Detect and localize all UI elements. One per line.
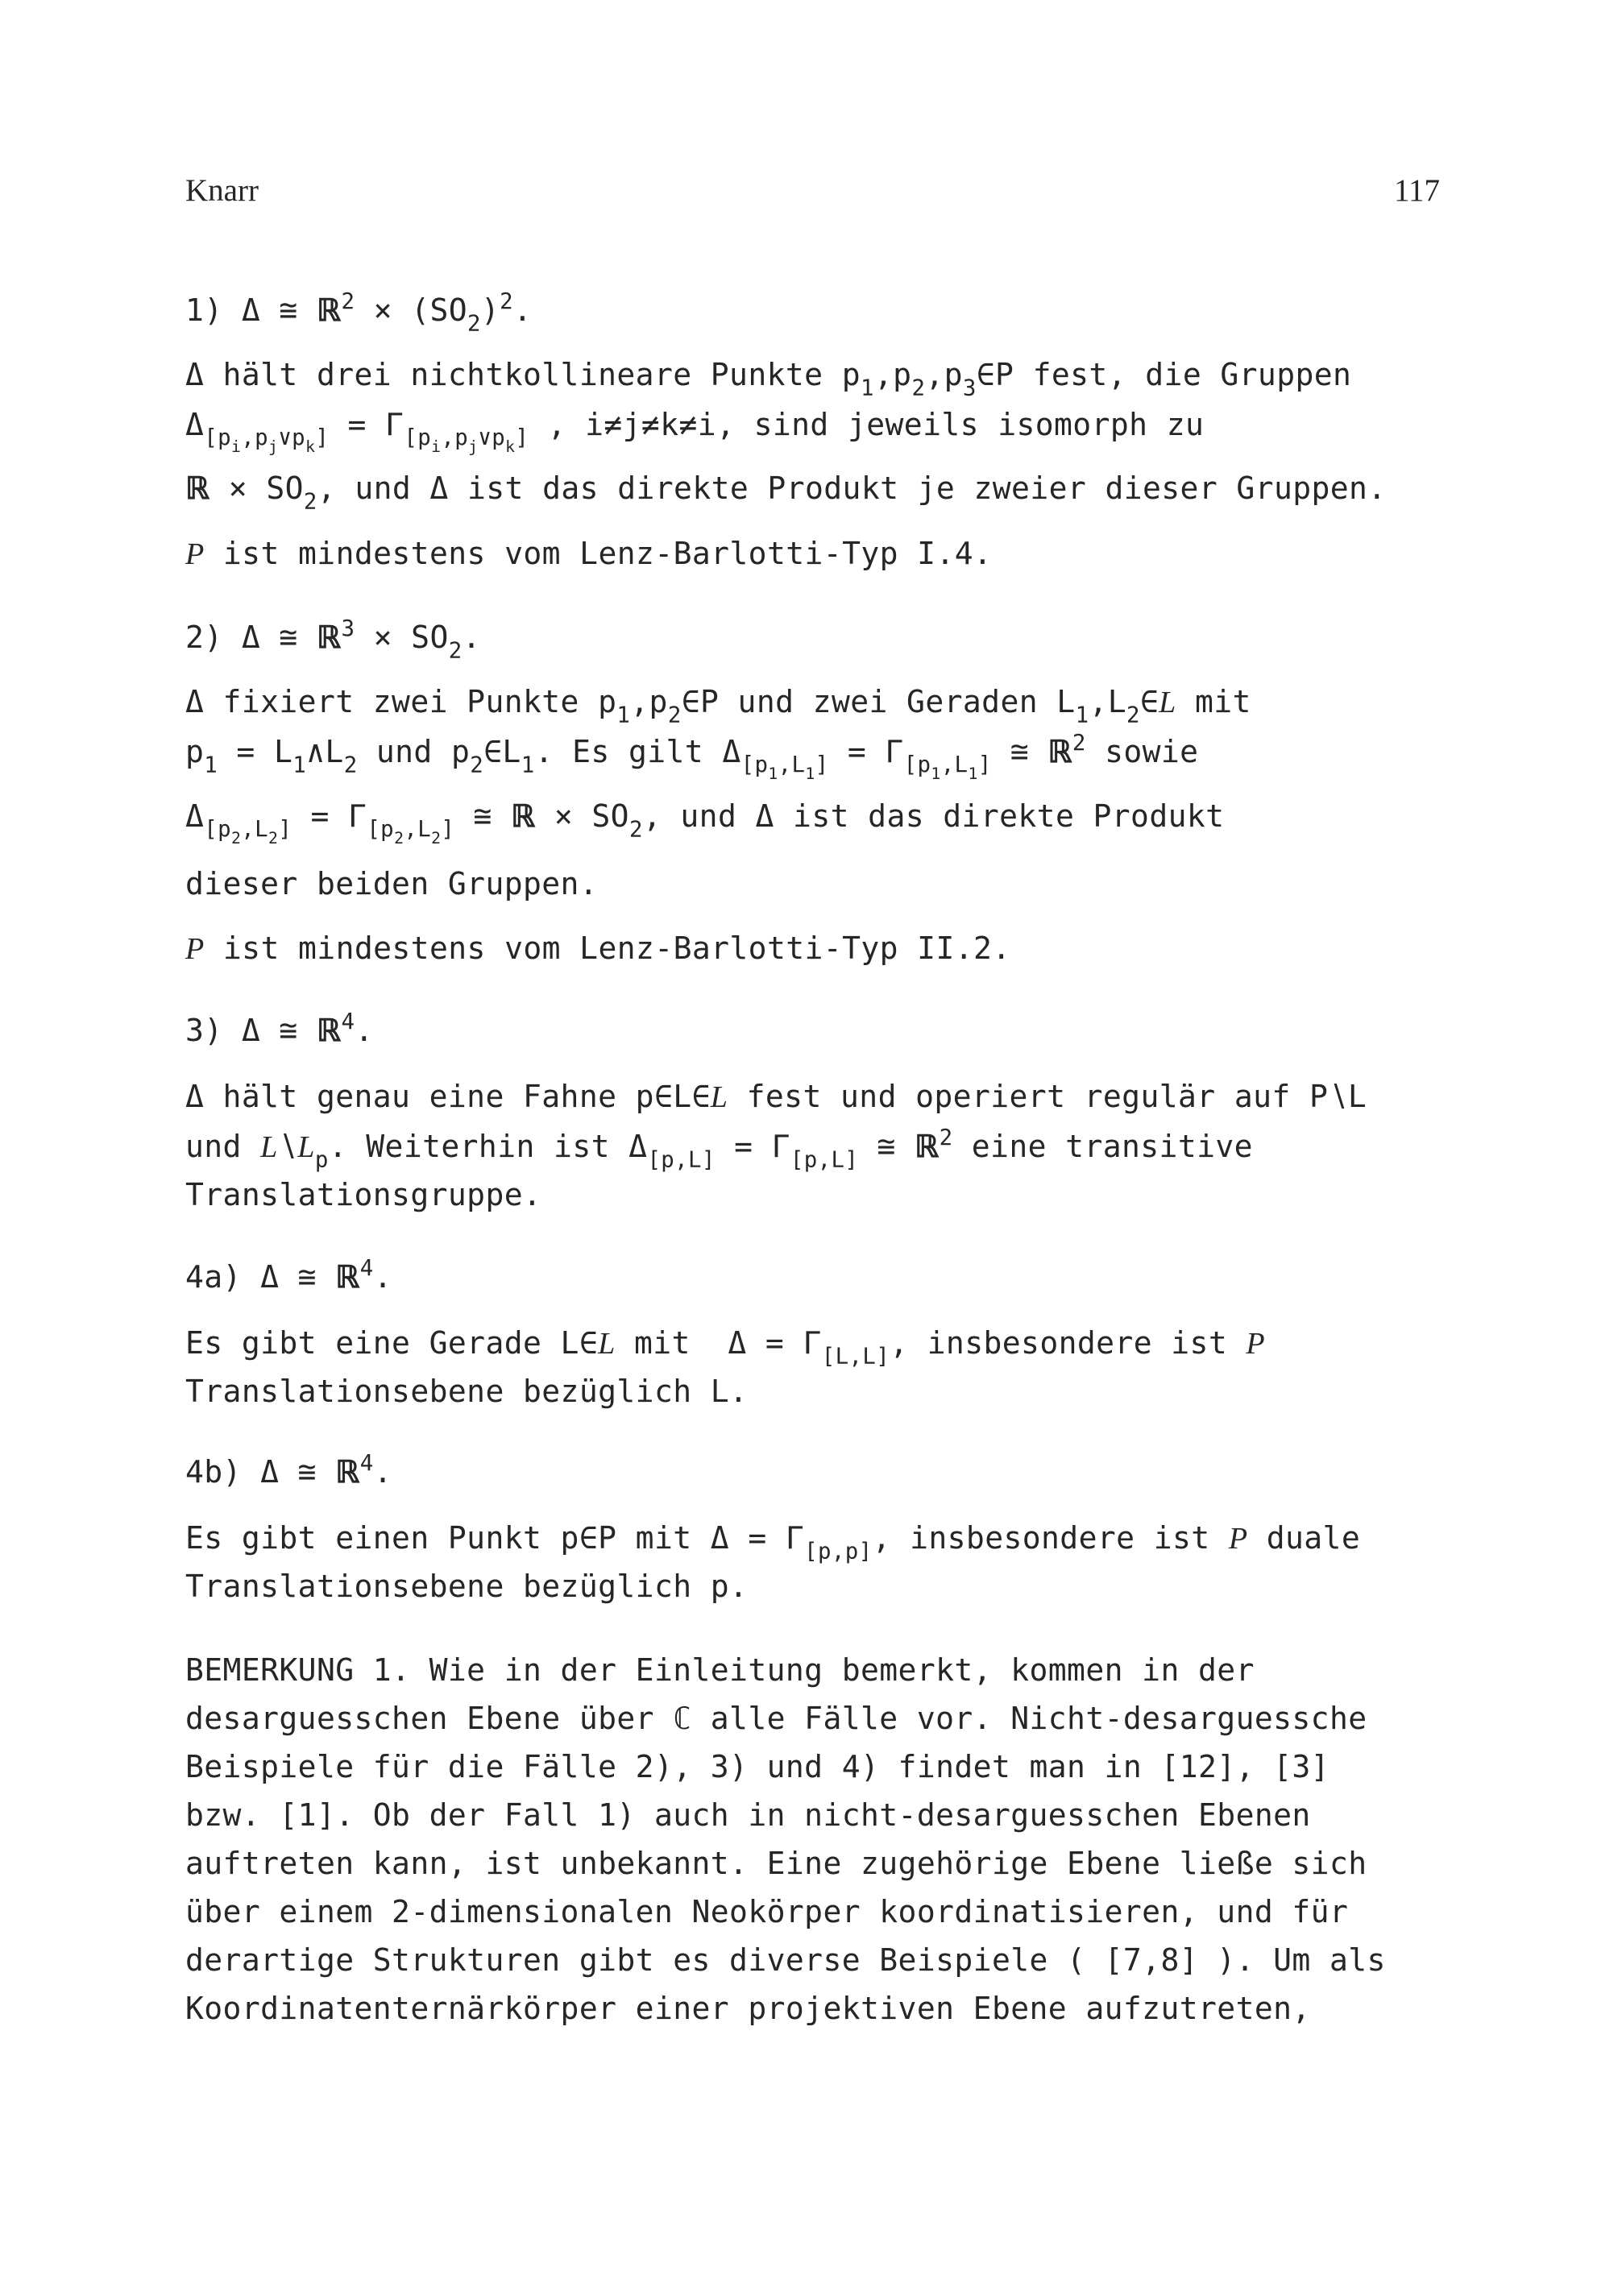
running-header-author: Knarr bbox=[185, 173, 259, 208]
case-4a-line-1: Es gibt eine Gerade L∈L mit $\Delta = \Gamma_{[L,L]}$, insbesondere ist P bbox=[185, 1325, 1265, 1370]
case-3-line-3: Translationsgruppe. bbox=[185, 1177, 542, 1212]
case-1-lenz-barlotti-type: P ist mindestens vom Lenz-Barlotti-Typ I.4. bbox=[185, 536, 993, 571]
case-1-label: 1) Δ ≅ ℝ$^2$ × $(SO_2)^2$. bbox=[185, 288, 533, 337]
case-4a-label: 4a) Δ ≅ ℝ$^4$. bbox=[185, 1255, 392, 1295]
remark-line-4: bzw. [1]. Ob der Fall 1) auch in nicht-desarguesschen Ebenen bbox=[185, 1797, 1311, 1833]
case-3-line-1: Δ hält genau eine Fahne p∈L∈L fest und operiert regulär auf P∖L bbox=[185, 1079, 1367, 1114]
case-1-line-3: ℝ × $SO_2$, und Δ ist das direkte Produkt je zweier dieser Gruppen. bbox=[185, 470, 1387, 515]
case-2-line-4: dieser beiden Gruppen. bbox=[185, 866, 599, 901]
case-1-line-1: Δ hält drei nichtkollineare Punkte $p_1,p_2,p_3\in P$ fest, die Gruppen bbox=[185, 357, 1352, 401]
case-4b-line-2: Translationsebene bezüglich p. bbox=[185, 1569, 749, 1604]
case-2-label: 2) Δ ≅ ℝ$^3$ × $SO_2$. bbox=[185, 615, 481, 664]
case-2-line-3: $\Delta_{[p_2,L_2]} = \Gamma_{[p_2,L_2]}$ ≅ ℝ × $SO_2$, und Δ ist das direkte Produkt bbox=[185, 798, 1225, 848]
remark-line-7: derartige Strukturen gibt es diverse Beispiele ( [7,8] ). Um als bbox=[185, 1942, 1386, 1978]
case-1-line-2: $\Delta_{[p_i,p_j\vee p_k]} = \Gamma_{[p_i,p_j\vee p_k]}$ , i≠j≠k≠i, sind jeweils isomorph zu bbox=[185, 407, 1205, 457]
remark-line-6: über einem 2-dimensionalen Neokörper koordinatisieren, und für bbox=[185, 1894, 1349, 1929]
remark-line-8: Koordinatenternärkörper einer projektiven Ebene aufzutreten, bbox=[185, 1991, 1311, 2026]
remark-line-3: Beispiele für die Fälle 2), 3) und 4) findet man in [12], [3] bbox=[185, 1749, 1330, 1784]
remark-line-1: BEMERKUNG 1. Wie in der Einleitung bemerkt, kommen in der bbox=[185, 1652, 1255, 1688]
case-3-label: 3) Δ ≅ ℝ$^4$. bbox=[185, 1009, 374, 1048]
case-2-line-1: Δ fixiert zwei Punkte $p_1,p_2\in P$ und zwei Geraden $L_1,L_2\in L$ mit bbox=[185, 684, 1251, 728]
remark-line-5: auftreten kann, ist unbekannt. Eine zugehörige Ebene ließe sich bbox=[185, 1846, 1367, 1881]
case-4a-line-2: Translationsebene bezüglich L. bbox=[185, 1374, 749, 1409]
case-2-lenz-barlotti-type: P ist mindestens vom Lenz-Barlotti-Typ II.2. bbox=[185, 930, 1011, 966]
case-3-line-2: und $L∖L_p$. Weiterhin ist $\Delta_{[p,L]} = \Gamma_{[p,L]}$ ≅ ℝ$^2$ eine transitive bbox=[185, 1125, 1253, 1173]
page-number: 117 bbox=[1394, 173, 1441, 208]
case-4b-line-1: Es gibt einen Punkt p∈P mit $\Delta = \Gamma_{[p,p]}$, insbesondere ist P duale bbox=[185, 1520, 1361, 1565]
case-2-line-2: $p_1$ = $L_1\wedge L_2$ und $p_2\in L_1$. Es gilt $\Delta_{[p_1,L_1]} = \Gamma_{[p_1,L_1]}$ ≅ ℝ$^2$ sowie bbox=[185, 730, 1199, 784]
case-4b-label: 4b) Δ ≅ ℝ$^4$. bbox=[185, 1450, 392, 1490]
remark-line-2: desarguesschen Ebene über ℂ alle Fälle vor. Nicht-desarguessche bbox=[185, 1701, 1367, 1736]
